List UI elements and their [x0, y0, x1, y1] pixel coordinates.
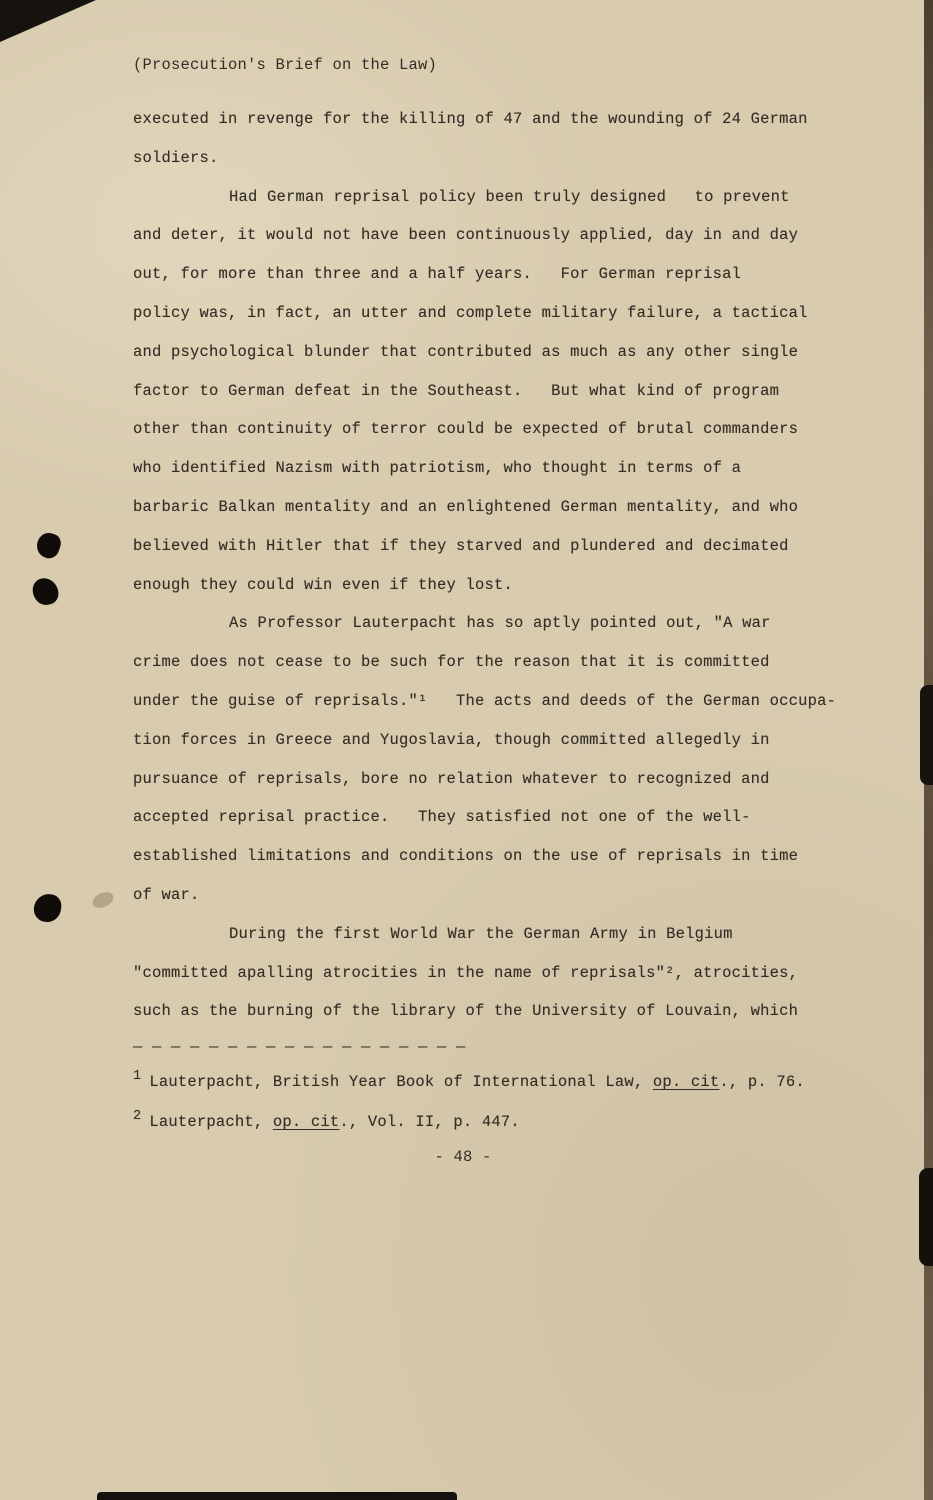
document-body	[133, 100, 873, 1031]
text-line: believed with Hitler that if they starved and plundered and decimated	[133, 536, 789, 555]
footnotes-section	[133, 1062, 873, 1142]
footnote-text: ., Vol. II, p. 447.	[339, 1113, 520, 1131]
text-line: executed in revenge for the killing of 47 and the wounding of 24 German	[133, 110, 808, 128]
paper-smudge	[90, 889, 116, 911]
text-line: such as the burning of the library of the University of Louvain, which	[133, 1002, 799, 1021]
footnote	[133, 1102, 873, 1142]
text-line: policy was, in fact, an utter and complete military failure, a tactical	[133, 303, 808, 322]
ink-spot	[32, 892, 63, 923]
text-line: Had German reprisal policy been truly designed to prevent	[229, 187, 790, 206]
text-line: pursuance of reprisals, bore no relation whatever to recognized and	[133, 769, 770, 788]
footnote-text-underlined: op. cit	[652, 1073, 720, 1091]
page-number: - 48 -	[434, 1148, 492, 1166]
footnote-marker: 2	[133, 1109, 142, 1124]
text-line: barbaric Balkan mentality and an enlightened German mentality, and who	[133, 497, 799, 516]
text-line: out, for more than three and a half years. For German reprisal	[133, 265, 742, 284]
text-line: other than continuity of terror could be expected of brutal commanders	[133, 420, 799, 439]
text-line: enough they could win even if they lost.	[133, 575, 514, 594]
text-line: who identified Nazism with patriotism, who thought in terms of a	[133, 459, 742, 478]
footnote-separator: — — — — — — — — — — — — — — — — — —	[133, 1038, 466, 1056]
text-line: During the first World War the German Army in Belgium	[229, 924, 733, 943]
text-line: soldiers.	[133, 148, 219, 167]
scan-edge-blob	[920, 685, 933, 785]
scan-corner-artifact	[0, 0, 96, 42]
ink-spot	[30, 576, 60, 608]
text-line: As Professor Lauterpacht has so aptly pointed out, "A war	[229, 614, 771, 633]
ink-spot	[34, 530, 64, 561]
text-line: under the guise of reprisals."¹ The acts and deeds of the German occupa-	[133, 691, 837, 710]
text-line: tion forces in Greece and Yugoslavia, though committed allegedly in	[133, 730, 770, 749]
scan-edge-blob	[919, 1168, 933, 1266]
text-line: and deter, it would not have been continuously applied, day in and day	[133, 226, 799, 245]
text-line: accepted reprisal practice. They satisfied not one of the well-	[133, 808, 751, 827]
text-line: crime does not cease to be such for the reason that it is committed	[133, 653, 770, 672]
footnote-text: ., p. 76.	[719, 1073, 805, 1091]
text-line: "committed apalling atrocities in the name of reprisals"², atrocities,	[133, 963, 799, 982]
footnote-marker: 1	[133, 1069, 142, 1084]
document-header: (Prosecution's Brief on the Law)	[133, 56, 438, 74]
text-line: factor to German defeat in the Southeast. But what kind of program	[133, 381, 780, 400]
text-line: of war.	[133, 885, 200, 904]
footnote-text: Lauterpacht,	[149, 1113, 273, 1131]
text-line: and psychological blunder that contributed as much as any other single	[133, 342, 799, 361]
footnote-text: Lauterpacht, British Year Book of International Law,	[149, 1073, 653, 1091]
footnote	[133, 1062, 873, 1102]
text-line: established limitations and conditions on the use of reprisals in time	[133, 847, 799, 866]
footnote-text-underlined: op. cit	[272, 1113, 340, 1131]
scan-bottom-artifact	[97, 1492, 457, 1500]
